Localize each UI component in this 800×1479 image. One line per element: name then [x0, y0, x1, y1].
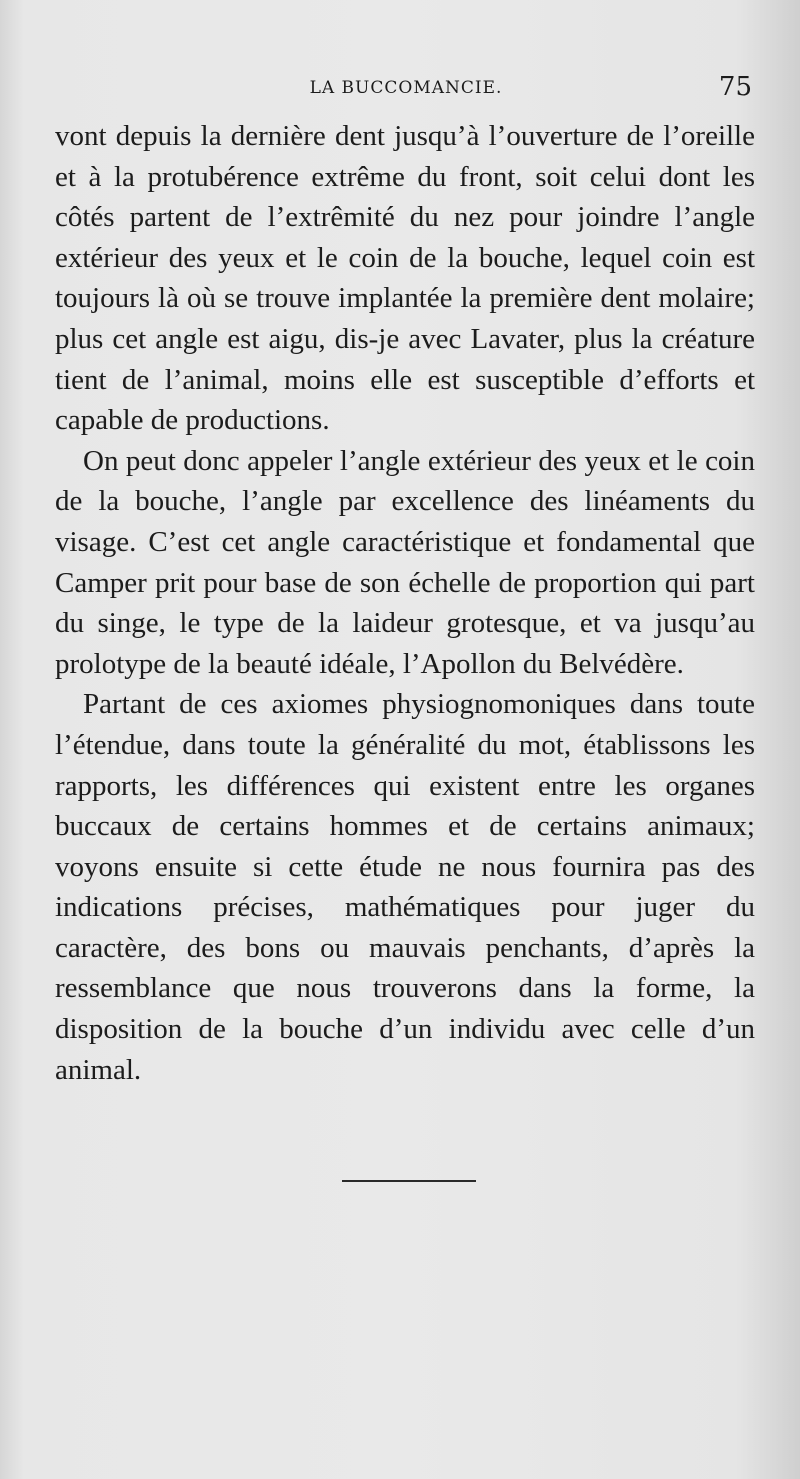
- page-number: 75: [718, 72, 752, 102]
- section-rule: [342, 1180, 476, 1182]
- paragraph-2: On peut donc appeler l’angle extérieur des yeux et le coin de la bouche, l’angle par excellence des linéaments du visage. C’est cet angle caractéristique et fondamental que Camper prit pour base de son échelle de proportion qui part du singe, le type de la laideur grotesque, et va jusqu’au prolotype de la beauté idéale, l’Apollon du Belvédère.: [55, 444, 755, 680]
- running-title: LA BUCCOMANCIE.: [309, 78, 503, 98]
- body-text: [55, 116, 755, 1090]
- paragraph-3: Partant de ces axiomes physiognomoniques dans toute l’étendue, dans toute la généralité du mot, établissons les rapports, les différences qui existent entre les organes buccaux de certains hommes et de certains animaux; voyons ensuite si cette étude ne nous fournira pas des indications précises, mathématiques pour juger du caractère, des bons ou mauvais penchants, d’après la ressemblance que nous trouverons dans la forme, la disposition de la bouche d’un individu avec celle d’un animal.: [55, 688, 755, 1086]
- running-head: [56, 74, 756, 106]
- paragraph-1: vont depuis la dernière dent jusqu’à l’ouverture de l’oreille et à la protubérence extrême du front, soit celui dont les côtés partent de l’extrêmité du nez pour joindre l’angle extérieur des yeux et le coin de la bouche, lequel coin est toujours là où se trouve implantée la première dent molaire; plus cet angle est aigu, dis-je avec Lavater, plus la créature tient de l’animal, moins elle est susceptible d’efforts et capable de productions.: [55, 120, 755, 437]
